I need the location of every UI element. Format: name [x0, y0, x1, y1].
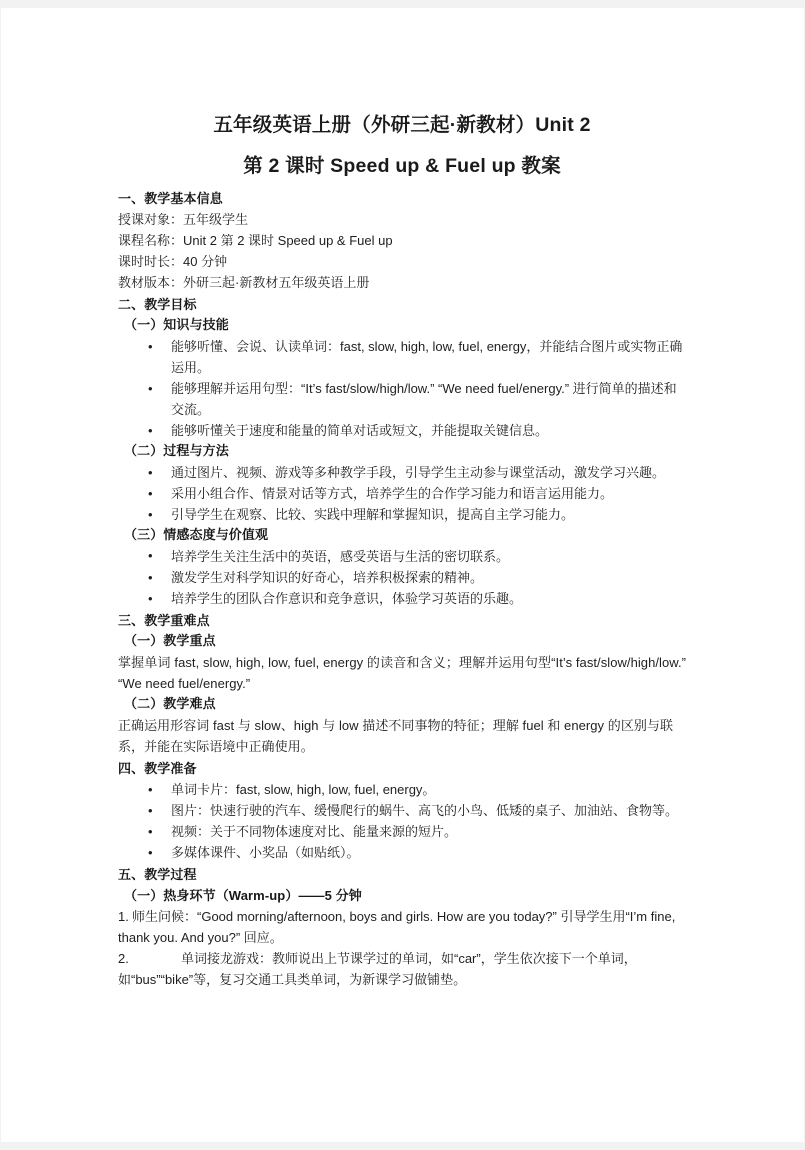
- heading-preparation: 四、教学准备: [118, 761, 197, 777]
- paragraph-teaching-difficulty: 正确运用形容词 fast 与 slow、high 与 low 描述不同事物的特征；理解 fuel 和 energy 的区别与联系，并能在实际语境中正确使用。: [118, 717, 674, 754]
- info-row-duration: [118, 251, 686, 272]
- process-step-2-number: 2.: [118, 951, 129, 967]
- heading-process-methods: （二）过程与方法: [124, 443, 229, 459]
- document-content: [118, 8, 686, 991]
- list-emotion-attitude-values: [118, 546, 686, 609]
- list-knowledge-skills: [118, 336, 686, 441]
- list-item: • 能够听懂关于速度和能量的简单对话或短文，并能提取关键信息。: [118, 420, 686, 441]
- document-page: [1, 8, 804, 1142]
- list-item: • 能够听懂、会说、认读单词：fast, slow, high, low, fuel, energy，并能结合图片或实物正确运用。: [118, 336, 686, 378]
- paragraph-teaching-focus: 掌握单词 fast, slow, high, low, fuel, energy 的读音和含义；理解并运用句型“It’s fast/slow/high/low.” “We need fuel/energy.”: [118, 655, 686, 692]
- info-row-course-name: [118, 230, 686, 251]
- process-step-1-text: 师生问候：“Good morning/afternoon, boys and girls. How are you today?” 引导学生用“I’m fine, thank you. And you?” 回应。: [118, 909, 676, 946]
- heading-teaching-focus: （一）教学重点: [124, 633, 216, 649]
- list-item: • 视频：关于不同物体速度对比、能量来源的短片。: [118, 821, 686, 842]
- heading-key-and-difficult-points: 三、教学重难点: [118, 613, 210, 629]
- list-item: • 能够理解并运用句型：“It’s fast/slow/high/low.” “We need fuel/energy.” 进行简单的描述和交流。: [118, 378, 686, 420]
- info-row-audience: [118, 209, 686, 230]
- info-value-textbook: 外研三起·新教材五年级英语上册: [183, 275, 370, 291]
- process-step-2: [118, 948, 686, 990]
- info-value-course-name: Unit 2 第 2 课时 Speed up & Fuel up: [183, 232, 393, 248]
- heading-teaching-difficulty: （二）教学难点: [124, 696, 216, 712]
- list-process-methods: [118, 462, 686, 525]
- heading-emotion-attitude-values: （三）情感态度与价值观: [124, 527, 269, 543]
- list-preparation: [118, 779, 686, 863]
- document-title-line-2: 第 2 课时 Speed up & Fuel up 教案: [243, 155, 561, 178]
- list-item: • 激发学生对科学知识的好奇心，培养积极探索的精神。: [118, 567, 686, 588]
- info-label-audience: 授课对象：: [118, 211, 184, 227]
- process-step-1-number: 1.: [118, 909, 129, 925]
- process-step-1: [118, 906, 686, 948]
- list-item: • 图片：快速行驶的汽车、缓慢爬行的蜗牛、高飞的小鸟、低矮的桌子、加油站、食物等。: [118, 800, 686, 821]
- list-item: • 通过图片、视频、游戏等多种教学手段，引导学生主动参与课堂活动，激发学习兴趣。: [118, 462, 686, 483]
- heading-basic-info: 一、教学基本信息: [118, 190, 223, 206]
- process-step-2-text: 单词接龙游戏：教师说出上节课学过的单词，如“car”，学生依次接下一个单词，如“bus”“bike”等，复习交通工具类单词，为新课学习做铺垫。: [118, 951, 637, 988]
- heading-teaching-process: 五、教学过程: [118, 867, 197, 883]
- heading-objectives: 二、教学目标: [118, 297, 197, 313]
- info-label-duration: 课时时长：: [118, 253, 184, 269]
- info-value-duration: 40 分钟: [183, 253, 228, 269]
- list-item: • 多媒体课件、小奖品（如贴纸）。: [118, 842, 686, 863]
- list-item: • 培养学生关注生活中的英语，感受英语与生活的密切联系。: [118, 546, 686, 567]
- info-row-textbook: [118, 272, 686, 293]
- list-item: • 培养学生的团队合作意识和竞争意识，体验学习英语的乐趣。: [118, 588, 686, 609]
- list-item: • 单词卡片：fast, slow, high, low, fuel, energy。: [118, 779, 686, 800]
- heading-warmup: （一）热身环节（Warm-up）——5 分钟: [124, 887, 362, 903]
- info-label-course-name: 课程名称：: [118, 232, 184, 248]
- info-value-audience: 五年级学生: [183, 211, 249, 227]
- document-title-line-1: 五年级英语上册（外研三起·新教材）Unit 2: [213, 114, 591, 136]
- heading-knowledge-skills: （一）知识与技能: [124, 317, 229, 333]
- list-item: • 采用小组合作、情景对话等方式，培养学生的合作学习能力和语言运用能力。: [118, 483, 686, 504]
- list-item: • 引导学生在观察、比较、实践中理解和掌握知识，提高自主学习能力。: [118, 504, 686, 525]
- info-label-textbook: 教材版本：: [118, 275, 184, 291]
